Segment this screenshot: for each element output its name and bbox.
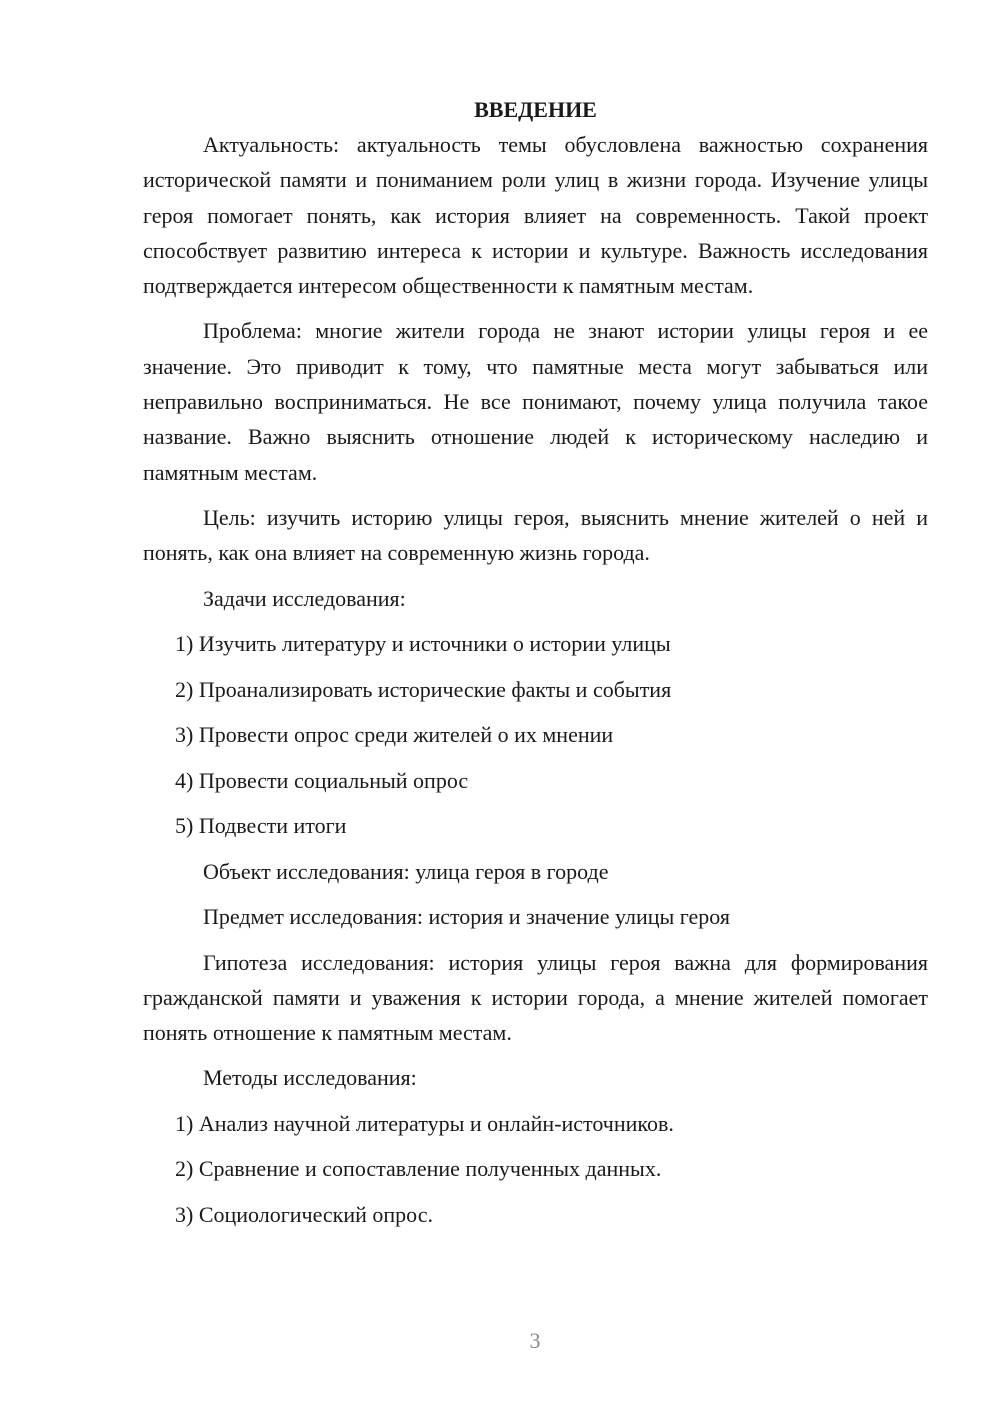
goal-paragraph: Цель: изучить историю улицы героя, выяснить мнение жителей о ней и понять, как она влияет на современную жизнь города. <box>143 504 928 566</box>
task-item: 3) Провести опрос среди жителей о их мнении <box>175 722 614 748</box>
document-page <box>143 92 928 1242</box>
section-title: ВВЕДЕНИЕ <box>474 97 597 122</box>
method-item: 2) Сравнение и сопоставление полученных данных. <box>175 1156 662 1182</box>
subject-line: Предмет исследования: история и значение улицы героя <box>203 904 731 930</box>
task-item: 4) Провести социальный опрос <box>175 767 469 793</box>
object-line: Объект исследования: улица героя в городе <box>203 858 609 884</box>
problem-paragraph: Проблема: многие жители города не знают истории улицы героя и ее значение. Это приводит к тому, что памятные места могут забываться или неправильно восприниматься. Не все понимают, почему улица получила такое название. Важно выяснить отношение людей к историческому наследию и памятным местам. <box>143 318 928 485</box>
task-item: 1) Изучить литературу и источники о истории улицы <box>175 631 671 657</box>
task-item: 2) Проанализировать исторические факты и события <box>175 676 672 702</box>
method-item: 3) Социологический опрос. <box>175 1201 433 1227</box>
hypothesis-paragraph: Гипотеза исследования: история улицы героя важна для формирования гражданской памяти и уважения к истории города, а мнение жителей помогает понять отношение к памятным местам. <box>143 949 928 1046</box>
page-number: 3 <box>529 1328 541 1353</box>
relevance-paragraph: Актуальность: актуальность темы обусловлена важностью сохранения исторической памяти и пониманием роли улиц в жизни города. Изучение улицы героя помогает понять, как история влияет на современность. Такой проект способствует развитию интереса к истории и культуре. Важность исследования подтверждается интересом общественности к памятным местам. <box>143 132 928 299</box>
methods-heading: Методы исследования: <box>203 1065 417 1091</box>
task-item: 5) Подвести итоги <box>175 813 347 839</box>
method-item: 1) Анализ научной литературы и онлайн-источников. <box>175 1110 674 1136</box>
tasks-heading: Задачи исследования: <box>203 585 406 611</box>
